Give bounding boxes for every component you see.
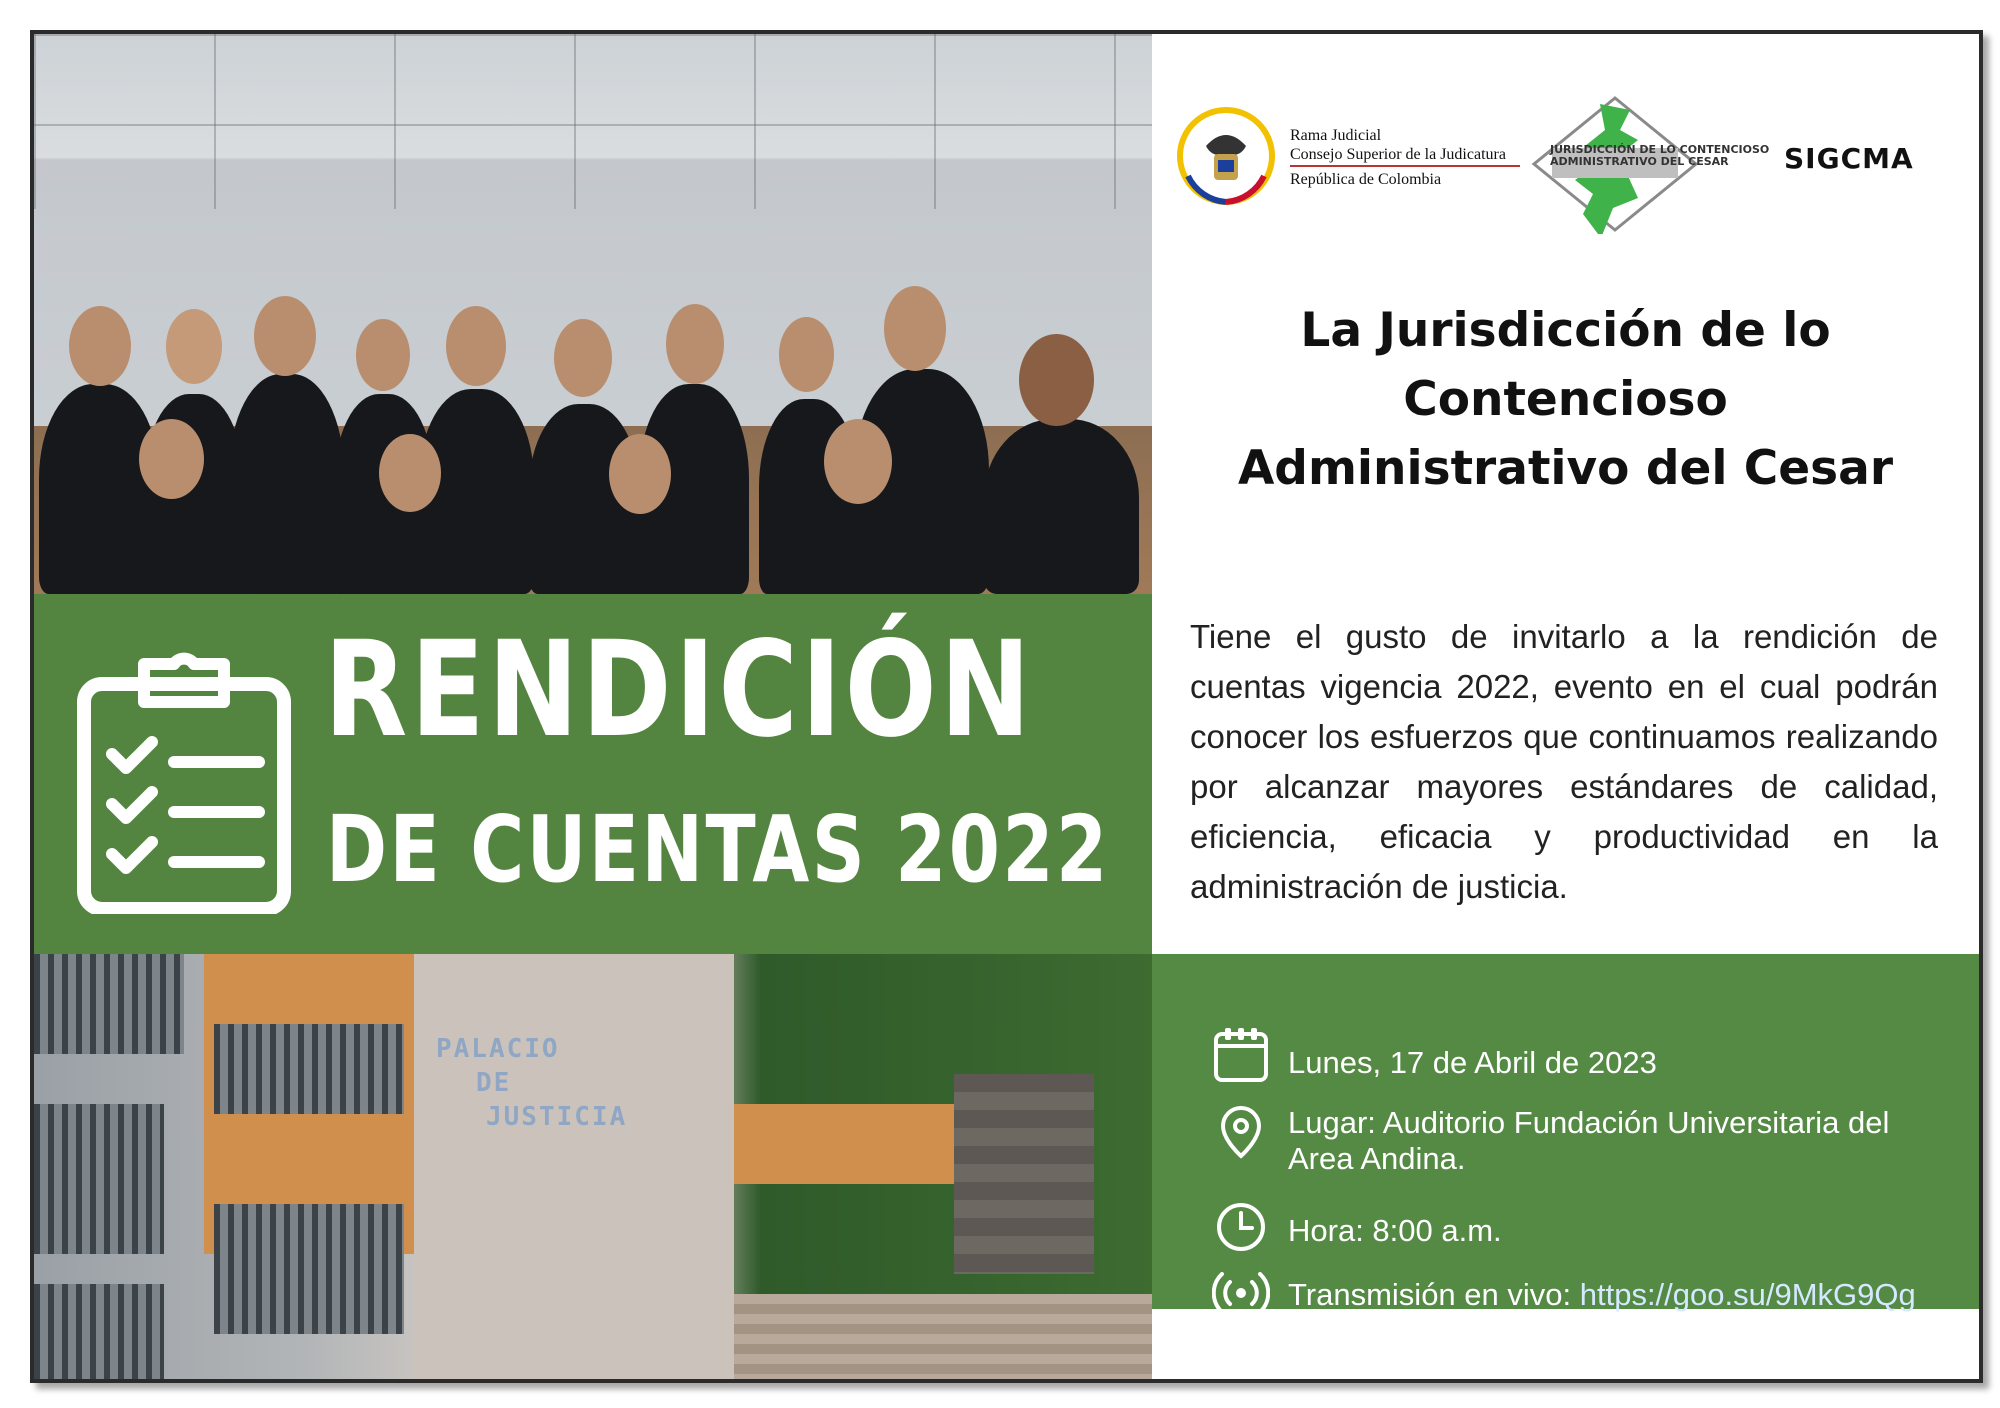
banner-title: RENDICIÓN (324, 613, 1034, 767)
stream-link[interactable]: https://goo.su/9MkG9Qg (1579, 1277, 1916, 1312)
poster-frame (30, 30, 1983, 1383)
location-pin-icon (1212, 1104, 1270, 1162)
event-place-line2: Area Andina. (1288, 1141, 1466, 1176)
calendar-icon (1212, 1026, 1270, 1084)
event-place-line1: Lugar: Auditorio Fundación Universitaria del (1288, 1105, 1890, 1140)
clock-icon (1212, 1198, 1270, 1256)
event-stream: Transmisión en vivo: https://goo.su/9MkG9Qg (1288, 1277, 1916, 1312)
rama-judicial-logo (1176, 106, 1276, 206)
banner-subtitle: DE CUENTAS 2022 (326, 796, 1110, 903)
building-sign: PALACIO DE JUSTICIA (436, 1034, 628, 1132)
invitation-text: Tiene el gusto de invitarlo a la rendición de cuentas vigencia 2022, evento en el cual podrán conocer los esfuerzos que continuamos realizando por alcanzar mayores estándares de calidad, eficiencia, eficacia y productividad en la administración de justicia. (1190, 618, 1938, 905)
palacio-justicia-photo (34, 954, 1152, 1379)
info-column (1152, 34, 1979, 1379)
rendicion-banner (34, 594, 1152, 954)
event-date: Lunes, 17 de Abril de 2023 (1288, 1045, 1657, 1080)
broadcast-icon (1212, 1264, 1270, 1322)
rama-judicial-text: Rama Judicial Consejo Superior de la Judicatura República de Colombia (1290, 127, 1506, 188)
judges-group-photo (34, 34, 1152, 594)
page-title: La Jurisdicción de lo Contencioso Administrativo del Cesar (1237, 303, 1894, 496)
sigcma-label: SIGCMA (1784, 142, 1914, 175)
clipboard-checklist-icon (74, 644, 294, 914)
jurisdiccion-logo-text: JURISDICCIÓN DE LO CONTENCIOSO ADMINISTRATIVO DEL CESAR (1550, 143, 1770, 168)
event-time: Hora: 8:00 a.m. (1288, 1213, 1502, 1248)
event-details-panel (1152, 954, 1979, 1312)
